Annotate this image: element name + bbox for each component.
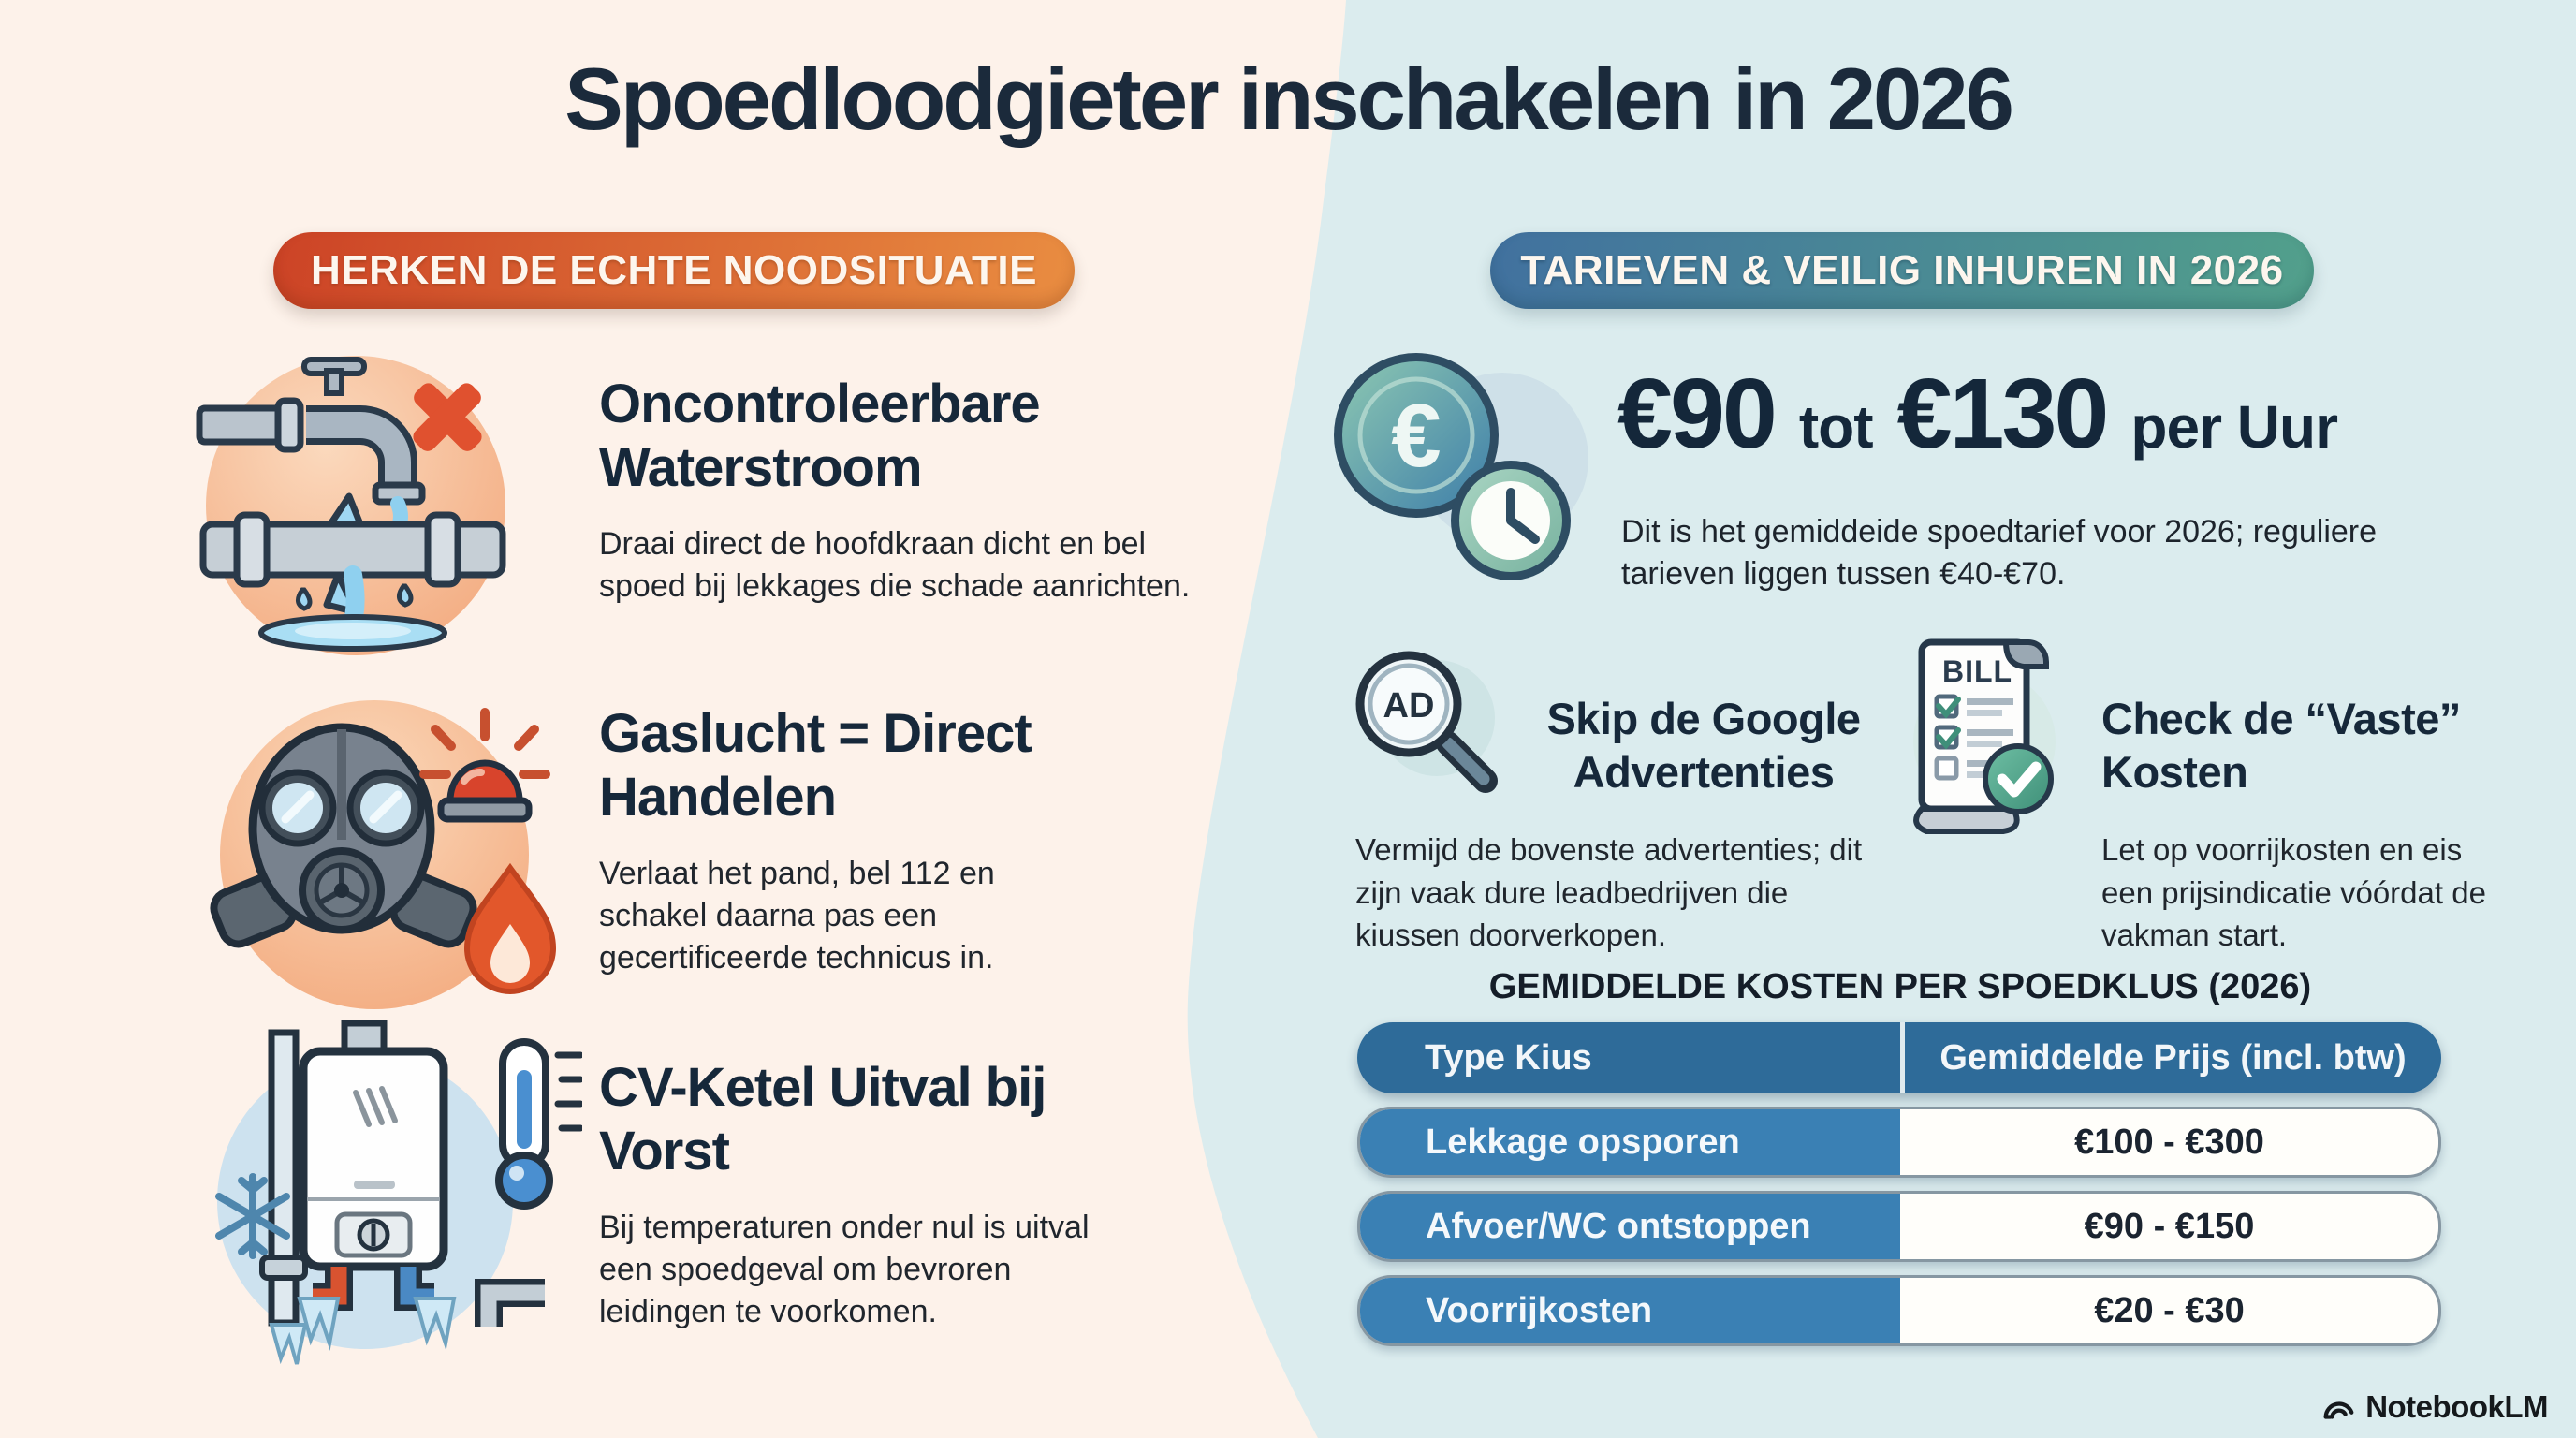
cost-table: [1357, 1022, 2441, 1346]
left-section-badge-label: HERKEN DE ECHTE NOODSITUATIE: [311, 247, 1037, 293]
rate-high: €130: [1896, 359, 2107, 469]
row-label: Lekkage opsporen: [1360, 1109, 1900, 1175]
watermark: [2320, 1389, 2548, 1425]
frozen-boiler-icon: [180, 1016, 582, 1390]
item-description: Draai direct de hoofdkraan dicht en bel spoed bij lekkages die schade aanrichten.: [599, 525, 1191, 604]
gas-mask-icon: [201, 688, 562, 1020]
table-row: [1357, 1191, 2441, 1262]
ad-magnifier-icon: [1343, 638, 1507, 802]
row-value: €90 - €150: [2084, 1206, 2255, 1246]
tip-skip-ads-description: Vermijd de bovenste advertenties; dit zijn vaak dure leadbedrijven die kiussen doorverkopen.: [1355, 832, 1863, 953]
table-row: [1357, 1275, 2441, 1346]
row-label: Afvoer/WC ontstoppen: [1360, 1194, 1900, 1259]
tip-skip-ads-title: Skip de Google Advertenties: [1546, 694, 1861, 798]
item-title: Oncontroleerbare Waterstroom: [599, 374, 1040, 499]
item-description: Verlaat het pand, bel 112 en schakel daarna pas een gecertificeerde technicus in.: [599, 855, 995, 976]
watermark-label: NotebookLM: [2365, 1389, 2548, 1424]
rate-unit: per Uur: [2130, 393, 2337, 461]
euro-symbol: €: [1391, 386, 1442, 486]
item-title: Gaslucht = Direct Handelen: [599, 703, 1032, 829]
row-value: €100 - €300: [2074, 1122, 2264, 1162]
row-label: Voorrijkosten: [1360, 1278, 1900, 1343]
rate-note: Dit is het gemiddeide spoedtarief voor 2026; reguliere tarieven liggen tussen €40-€70.: [1621, 514, 2378, 592]
column-header-type: Type Kius: [1425, 1037, 1592, 1078]
burst-pipe-icon: [192, 345, 515, 658]
euro-clock-icon: [1329, 348, 1591, 587]
notebooklm-logo-icon: [2320, 1389, 2356, 1425]
item-gas-smell: [599, 702, 1105, 979]
bill-check-icon: [1895, 629, 2073, 849]
item-title: CV-Ketel Uitval bij Vorst: [599, 1057, 1046, 1182]
tip-check-costs-title: Check de “Vaste” Kosten: [2101, 694, 2461, 798]
ad-label: AD: [1383, 686, 1435, 726]
hourly-rate: [1617, 358, 2441, 471]
page-title: Spoedloodgieter inschakelen in 2026: [564, 50, 2012, 148]
column-header-price: Gemiddelde Prijs (incl. btw): [1900, 1022, 2441, 1093]
right-section-badge-label: TARIEVEN & VEILIG INHUREN IN 2026: [1520, 247, 2284, 293]
rate-connector: tot: [1798, 393, 1873, 461]
right-section-badge: [1490, 232, 2314, 309]
cost-table-header-row: [1357, 1022, 2441, 1093]
item-description: Bij temperaturen onder nul is uitval een spoedgeval om bevroren leidingen te voorkomen.: [599, 1209, 1090, 1329]
row-value: €20 - €30: [2094, 1290, 2245, 1330]
bill-label: BILL: [1942, 654, 2013, 688]
rate-low: €90: [1617, 359, 1775, 469]
left-section-badge: [273, 232, 1075, 309]
tip-check-costs-description: Let op voorrijkosten en eis een prijsindicatie vóórdat de vakman start.: [2101, 832, 2486, 953]
item-uncontrolled-water: [599, 373, 1217, 608]
table-row: [1357, 1107, 2441, 1178]
cost-table-title: GEMIDDELDE KOSTEN PER SPOEDKLUS (2026): [1488, 967, 2312, 1006]
item-boiler-failure: [599, 1056, 1123, 1333]
